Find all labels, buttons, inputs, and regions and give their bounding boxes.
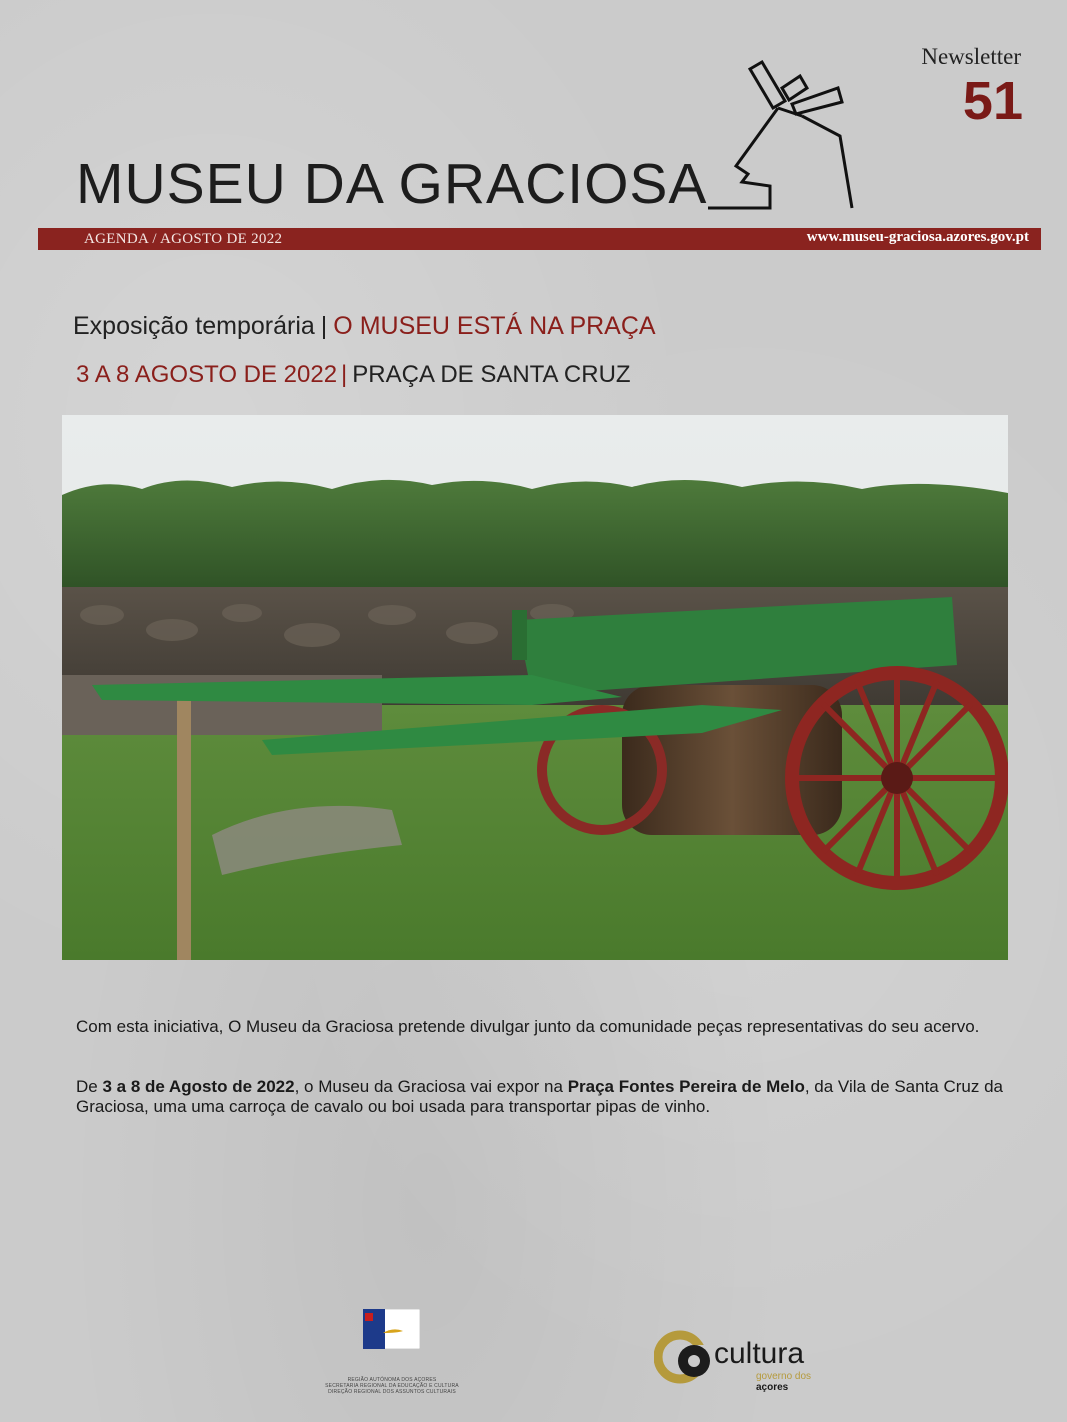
regional-government-caption bbox=[300, 1377, 484, 1395]
title-separator: | bbox=[320, 312, 328, 340]
cultura-logo bbox=[654, 1327, 844, 1393]
green-cart-photo bbox=[62, 415, 1008, 960]
details-dates: 3 a 8 de Agosto de 2022 bbox=[102, 1077, 295, 1096]
caption-line-2: SECRETARIA REGIONAL DA EDUCAÇÃO E CULTURA bbox=[325, 1383, 459, 1389]
exhibition-place: PRAÇA DE SANTA CRUZ bbox=[352, 361, 631, 388]
windmill-logo-icon bbox=[690, 56, 860, 216]
exhibition-prefix: Exposição temporária bbox=[73, 312, 315, 340]
details-text-b: , o Museu da Graciosa vai expor na bbox=[294, 1077, 568, 1096]
tagline-b: açores bbox=[756, 1382, 789, 1393]
agenda-label: AGENDA / AGOSTO DE 2022 bbox=[84, 231, 283, 247]
newsletter-label: Newsletter bbox=[921, 44, 1021, 69]
details-text-c: , da Vila de Santa Cruz da Graciosa, uma uma carroça de cavalo ou boi usada para transportar pipas de vinho. bbox=[76, 1077, 1003, 1116]
exhibition-name: O MUSEU ESTÁ NA PRAÇA bbox=[333, 312, 656, 340]
cultura-word: cultura bbox=[714, 1337, 805, 1370]
caption-line-1: REGIÃO AUTÓNOMA DOS AÇORES bbox=[347, 1377, 437, 1383]
website-link[interactable]: www.museu-graciosa.azores.gov.pt bbox=[806, 229, 1029, 245]
exhibition-title bbox=[73, 312, 656, 341]
cultura-tagline bbox=[756, 1371, 844, 1393]
tagline-a: governo dos bbox=[756, 1371, 812, 1382]
newsletter-number: 51 bbox=[962, 71, 1023, 131]
exhibition-subtitle bbox=[76, 361, 631, 389]
subtitle-separator: | bbox=[341, 361, 348, 388]
cultura-mark-icon bbox=[654, 1329, 716, 1387]
details-text-a: De bbox=[76, 1077, 103, 1096]
masthead-title: MUSEU DA GRACIOSA bbox=[76, 152, 708, 216]
azores-flag-icon bbox=[363, 1309, 420, 1349]
exhibition-dates: 3 A 8 AGOSTO DE 2022 bbox=[76, 361, 338, 388]
intro-paragraph: Com esta iniciativa, O Museu da Graciosa pretende divulgar junto da comunidade peças representativas do seu acervo. bbox=[76, 1017, 980, 1036]
details-place: Praça Fontes Pereira de Melo bbox=[567, 1077, 805, 1096]
caption-line-3: DIREÇÃO REGIONAL DOS ASSUNTOS CULTURAIS bbox=[328, 1389, 456, 1395]
details-paragraph bbox=[76, 1077, 1006, 1117]
